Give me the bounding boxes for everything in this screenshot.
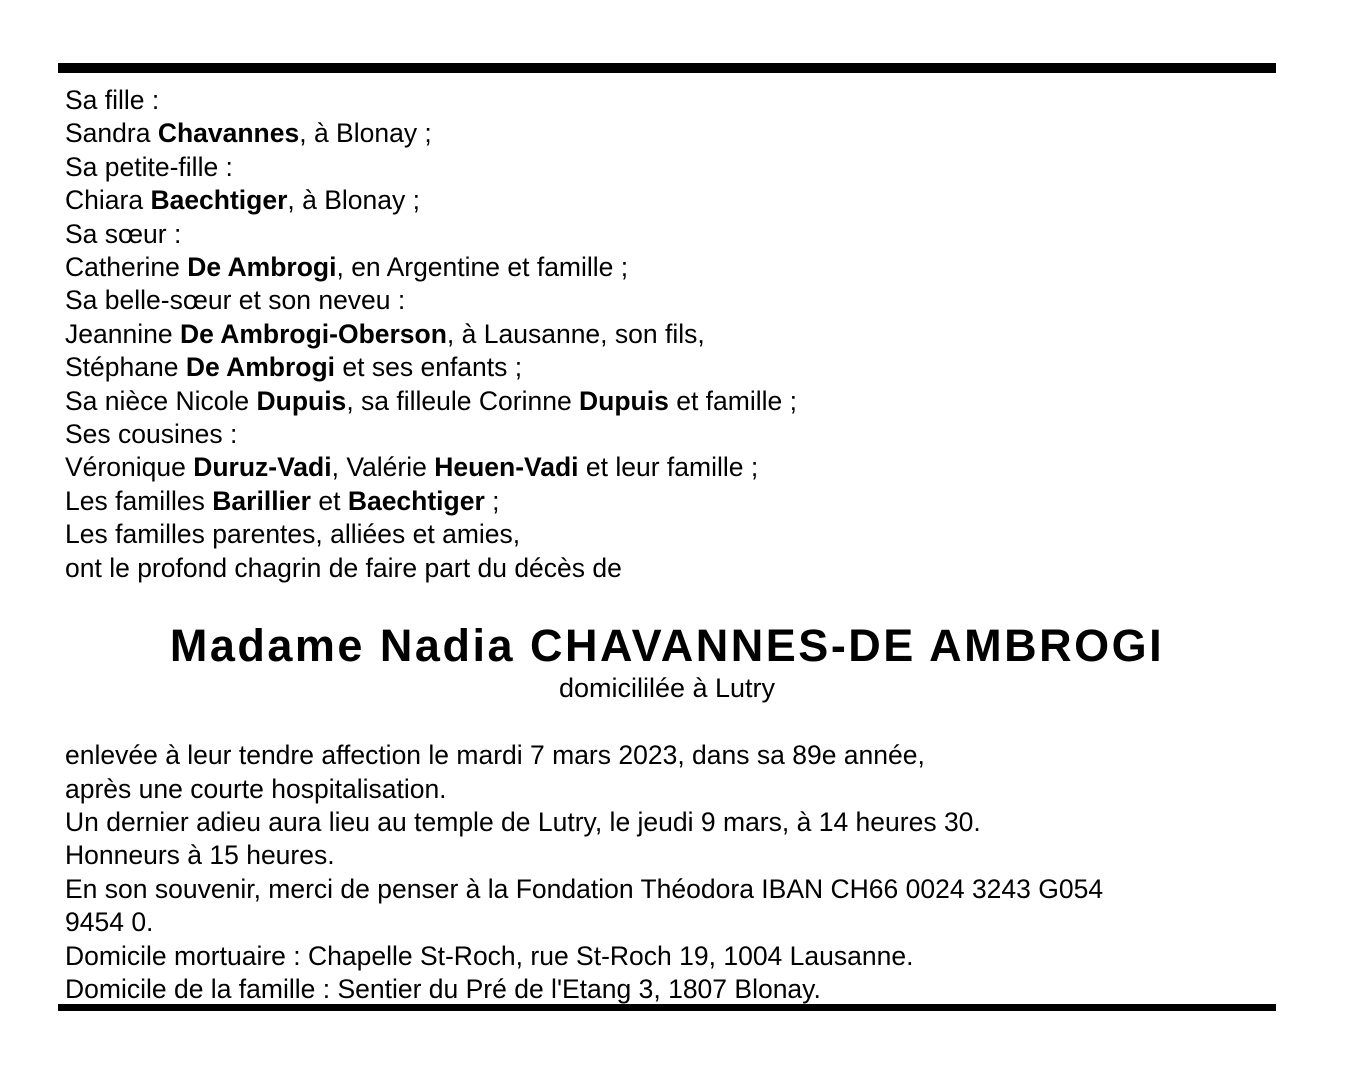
bottom-divider	[58, 1004, 1276, 1011]
text-line: Chiara Baechtiger, à Blonay ;	[65, 185, 420, 216]
text-line: Sa belle-sœur et son neveu :	[65, 285, 406, 316]
text-line: Domicile mortuaire : Chapelle St-Roch, rue St-Roch 19, 1004 Lausanne.	[65, 940, 914, 971]
deceased-name-title: Madame Nadia CHAVANNES-DE AMBROGI	[169, 620, 1165, 672]
text-line: Jeannine De Ambrogi-Oberson, à Lausanne, son fils,	[65, 318, 705, 349]
text-line: Un dernier adieu aura lieu au temple de Lutry, le jeudi 9 mars, à 14 heures 30.	[65, 806, 981, 837]
text-line: Sa sœur :	[65, 218, 182, 249]
text-line: Domicile de la famille : Sentier du Pré de l'Etang 3, 1807 Blonay.	[65, 973, 821, 1004]
text-line: Sa petite-fille :	[65, 151, 233, 182]
text-line: ont le profond chagrin de faire part du décès de	[65, 552, 622, 583]
notice-content	[58, 0, 1276, 1006]
text-line: 9454 0.	[65, 907, 154, 938]
text-line: Catherine De Ambrogi, en Argentine et famille ;	[65, 252, 629, 283]
residence-subtitle: domicililée à Lutry	[558, 673, 776, 704]
text-line: Stéphane De Ambrogi et ses enfants ;	[65, 352, 523, 383]
text-line: Les familles parentes, alliées et amies,	[65, 519, 521, 550]
text-line: Sa nièce Nicole Dupuis, sa filleule Corinne Dupuis et famille ;	[65, 385, 797, 416]
relatives-list	[58, 84, 1276, 585]
text-line: Honneurs à 15 heures.	[65, 840, 335, 871]
announcement-text	[58, 739, 1276, 1006]
text-line: Ses cousines :	[65, 419, 238, 450]
text-line: Sa fille :	[65, 85, 160, 115]
text-line: Véronique Duruz-Vadi, Valérie Heuen-Vadi et leur famille ;	[65, 452, 759, 483]
text-line: Sandra Chavannes, à Blonay ;	[65, 118, 432, 149]
text-line: après une courte hospitalisation.	[65, 773, 447, 804]
text-line: Les familles Barillier et Baechtiger ;	[65, 485, 500, 516]
text-line: enlevée à leur tendre affection le mardi 7 mars 2023, dans sa 89e année,	[65, 740, 925, 771]
text-line: En son souvenir, merci de penser à la Fondation Théodora IBAN CH66 0024 3243 G054	[65, 873, 1104, 904]
